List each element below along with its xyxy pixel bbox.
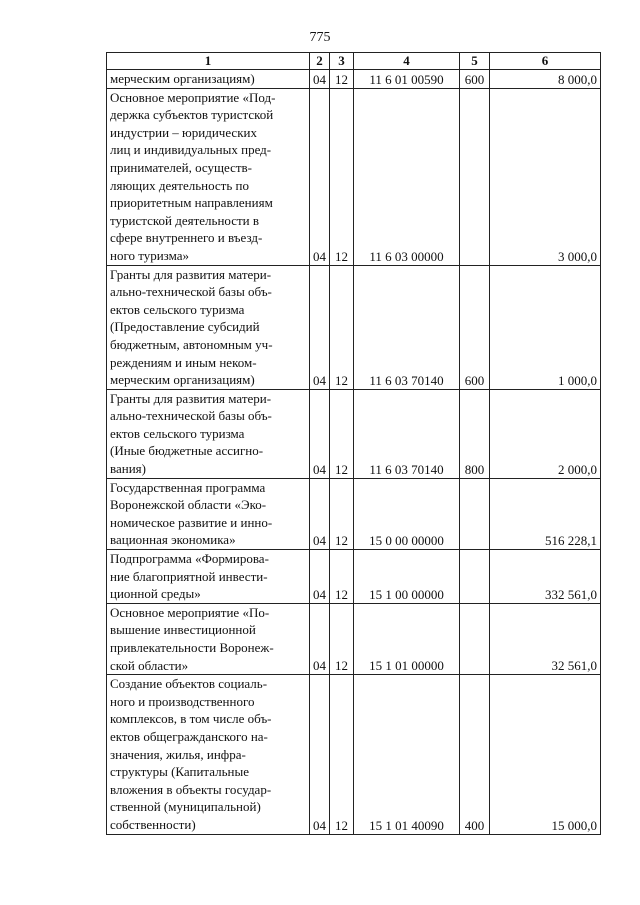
row-target-code: 15 1 00 00000 <box>354 550 460 604</box>
row-amount: 516 228,1 <box>490 478 601 549</box>
row-description: Основное мероприятие «По- вышение инвестиционной привлекательности Воронеж- ской области» <box>107 603 310 674</box>
page-number: 775 <box>309 30 331 45</box>
table-row <box>107 550 601 604</box>
row-description: мерческим организациям) <box>107 70 310 89</box>
row-amount: 8 000,0 <box>490 70 601 89</box>
row-subsection: 12 <box>330 70 354 89</box>
row-section: 04 <box>310 70 330 89</box>
row-amount: 2 000,0 <box>490 389 601 478</box>
row-amount: 332 561,0 <box>490 550 601 604</box>
row-amount: 32 561,0 <box>490 603 601 674</box>
row-section: 04 <box>310 265 330 389</box>
column-header-2: 2 <box>310 53 330 70</box>
row-subsection: 12 <box>330 88 354 265</box>
column-header-6: 6 <box>490 53 601 70</box>
table-row <box>107 88 601 265</box>
row-expense-type <box>460 88 490 265</box>
table-row <box>107 389 601 478</box>
row-expense-type: 600 <box>460 265 490 389</box>
row-section: 04 <box>310 675 330 834</box>
row-target-code: 11 6 03 70140 <box>354 265 460 389</box>
row-subsection: 12 <box>330 675 354 834</box>
row-description: Создание объектов социаль- ного и производственного комплексов, в том числе объ- ектов общегражданского на- значения, жилья, инфра- структуры (Капитальные вложения в объекты государ- ственной (муниципальной) собственности) <box>107 675 310 834</box>
row-description: Подпрограмма «Формирова- ние благоприятной инвести- ционной среды» <box>107 550 310 604</box>
row-expense-type <box>460 603 490 674</box>
row-description: Гранты для развития матери- ально-технической базы объ- ектов сельского туризма (Иные бюджетные ассигно- вания) <box>107 389 310 478</box>
row-target-code: 15 1 01 40090 <box>354 675 460 834</box>
table-row <box>107 478 601 549</box>
row-expense-type: 600 <box>460 70 490 89</box>
row-amount: 1 000,0 <box>490 265 601 389</box>
row-section: 04 <box>310 88 330 265</box>
table-row <box>107 265 601 389</box>
row-subsection: 12 <box>330 550 354 604</box>
column-header-5: 5 <box>460 53 490 70</box>
row-subsection: 12 <box>330 478 354 549</box>
column-header-4: 4 <box>354 53 460 70</box>
row-target-code: 15 1 01 00000 <box>354 603 460 674</box>
row-amount: 3 000,0 <box>490 88 601 265</box>
row-expense-type <box>460 550 490 604</box>
row-expense-type <box>460 478 490 549</box>
column-header-3: 3 <box>330 53 354 70</box>
row-description: Государственная программа Воронежской области «Эко- номическое развитие и инно- вационная экономика» <box>107 478 310 549</box>
row-target-code: 11 6 03 00000 <box>354 88 460 265</box>
row-description: Основное мероприятие «Под- держка субъектов туристской индустрии – юридических лиц и индивидуальных пред- принимателей, осуществ- ляющих деятельность по приоритетным направлениям туристской деятельности в сфере внутреннего и въезд- ного туризма» <box>107 88 310 265</box>
row-section: 04 <box>310 550 330 604</box>
budget-table <box>106 52 601 835</box>
table-header-row <box>107 53 601 70</box>
row-target-code: 15 0 00 00000 <box>354 478 460 549</box>
row-subsection: 12 <box>330 389 354 478</box>
table-row <box>107 675 601 834</box>
table-row <box>107 603 601 674</box>
row-target-code: 11 6 03 70140 <box>354 389 460 478</box>
row-expense-type: 800 <box>460 389 490 478</box>
row-amount: 15 000,0 <box>490 675 601 834</box>
row-section: 04 <box>310 389 330 478</box>
row-section: 04 <box>310 603 330 674</box>
row-section: 04 <box>310 478 330 549</box>
column-header-1: 1 <box>107 53 310 70</box>
row-description: Гранты для развития матери- ально-технической базы объ- ектов сельского туризма (Предоставление субсидий бюджетным, автономным уч- реждениям и иным неком- мерческим организациям) <box>107 265 310 389</box>
row-expense-type: 400 <box>460 675 490 834</box>
row-subsection: 12 <box>330 265 354 389</box>
row-subsection: 12 <box>330 603 354 674</box>
table-row <box>107 70 601 89</box>
row-target-code: 11 6 01 00590 <box>354 70 460 89</box>
